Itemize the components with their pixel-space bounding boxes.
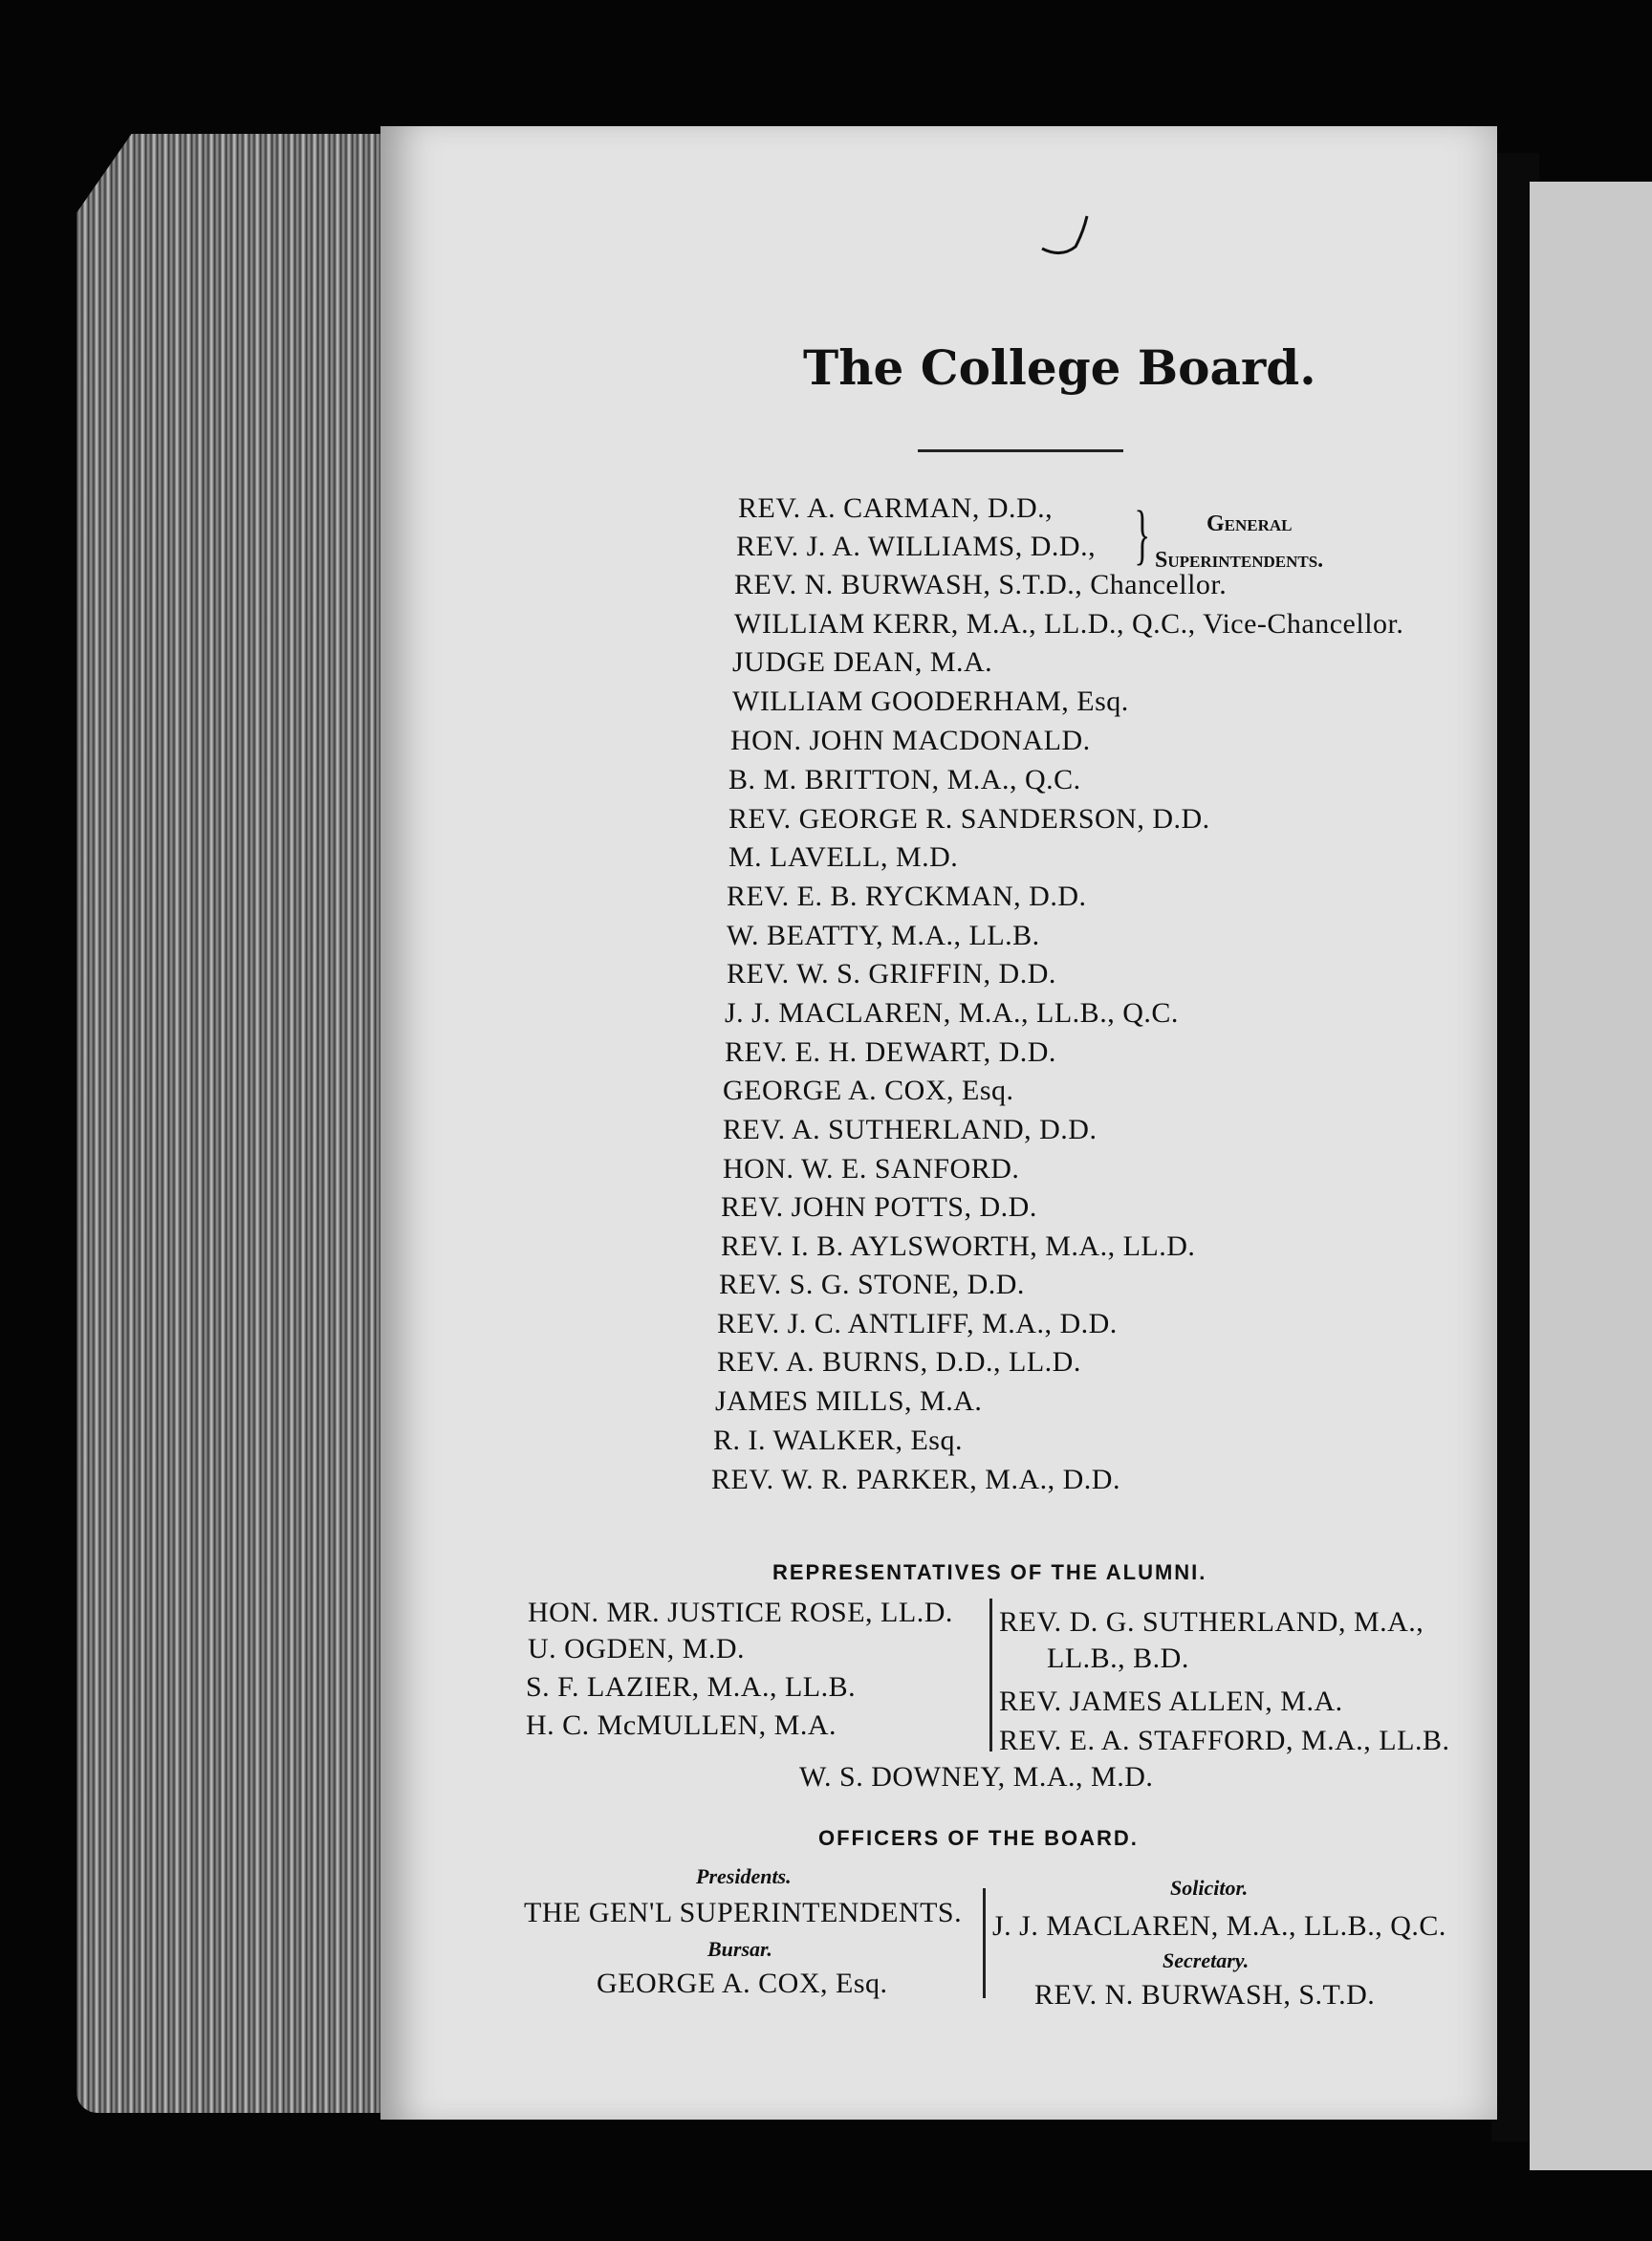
member-line: J. J. MACLAREN, M.A., LL.B., Q.C. <box>725 997 1179 1029</box>
brace-glyph: } <box>1134 498 1151 572</box>
member-line: REV. S. G. STONE, D.D. <box>719 1269 1025 1300</box>
alumni-right-line: LL.B., B.D. <box>1047 1643 1189 1674</box>
member-line: REV. J. C. ANTLIFF, M.A., D.D. <box>717 1308 1118 1339</box>
alumni-right-line: REV. E. A. STAFFORD, M.A., LL.B. <box>999 1725 1450 1756</box>
member-line: GEORGE A. COX, Esq. <box>723 1075 1014 1106</box>
title-divider <box>918 449 1123 452</box>
member-line: REV. J. A. WILLIAMS, D.D., <box>736 531 1097 562</box>
member-line: WILLIAM GOODERHAM, Esq. <box>732 685 1129 717</box>
member-line: REV. GEORGE R. SANDERSON, D.D. <box>728 803 1210 835</box>
presidents-label: Presidents. <box>696 1864 792 1888</box>
member-line: HON. W. E. SANFORD. <box>723 1153 1020 1185</box>
member-line: JUDGE DEAN, M.A. <box>732 646 993 678</box>
alumni-heading: REPRESENTATIVES OF THE ALUMNI. <box>772 1560 1207 1584</box>
member-line: REV. N. BURWASH, S.T.D., Chancellor. <box>734 569 1228 600</box>
general-label: General <box>1206 511 1293 536</box>
secretary-value: REV. N. BURWASH, S.T.D. <box>1034 1979 1376 2011</box>
solicitor-label: Solicitor. <box>1170 1876 1249 1900</box>
superintendents-label: Superintendents. <box>1155 548 1324 573</box>
book-page-edges <box>76 134 382 2113</box>
member-line: M. LAVELL, M.D. <box>728 841 959 873</box>
alumni-center-line: W. S. DOWNEY, M.A., M.D. <box>799 1761 1154 1793</box>
solicitor-value: J. J. MACLAREN, M.A., LL.B., Q.C. <box>992 1910 1446 1942</box>
facing-page-edge <box>1530 182 1652 2170</box>
alumni-left-line: HON. MR. JUSTICE ROSE, LL.D. <box>528 1597 953 1628</box>
member-line: WILLIAM KERR, M.A., LL.D., Q.C., Vice-Chancellor. <box>734 608 1404 640</box>
alumni-left-line: S. F. LAZIER, M.A., LL.B. <box>526 1671 857 1703</box>
member-line: REV. A. CARMAN, D.D., <box>738 492 1054 524</box>
alumni-left-line: H. C. McMULLEN, M.A. <box>526 1709 837 1741</box>
member-line: REV. E. H. DEWART, D.D. <box>725 1036 1056 1068</box>
member-line: REV. A. BURNS, D.D., LL.D. <box>717 1346 1081 1378</box>
secretary-label: Secretary. <box>1163 1948 1250 1972</box>
member-line: W. BEATTY, M.A., LL.B. <box>727 920 1040 951</box>
officers-column-divider <box>983 1888 986 1998</box>
bursar-label: Bursar. <box>707 1937 772 1961</box>
member-line: REV. E. B. RYCKMAN, D.D. <box>727 881 1087 912</box>
member-line: REV. A. SUTHERLAND, D.D. <box>723 1114 1098 1145</box>
member-line: HON. JOHN MACDONALD. <box>730 725 1091 756</box>
member-line: REV. W. S. GRIFFIN, D.D. <box>727 958 1056 990</box>
page-title: The College Board. <box>803 339 1316 396</box>
member-line: JAMES MILLS, M.A. <box>715 1385 983 1417</box>
pencil-check-mark <box>1037 208 1095 266</box>
alumni-right-line: REV. D. G. SUTHERLAND, M.A., <box>999 1606 1424 1638</box>
bursar-value: GEORGE A. COX, Esq. <box>597 1968 888 1999</box>
alumni-right-line: REV. JAMES ALLEN, M.A. <box>999 1686 1343 1717</box>
alumni-column-divider <box>989 1599 992 1751</box>
member-line: REV. I. B. AYLSWORTH, M.A., LL.D. <box>721 1230 1196 1262</box>
member-line: R. I. WALKER, Esq. <box>713 1425 963 1456</box>
alumni-left-line: U. OGDEN, M.D. <box>528 1633 745 1664</box>
officers-heading: OFFICERS OF THE BOARD. <box>818 1826 1139 1850</box>
member-line: REV. W. R. PARKER, M.A., D.D. <box>711 1464 1120 1495</box>
presidents-value: THE GEN'L SUPERINTENDENTS. <box>524 1897 963 1928</box>
member-line: REV. JOHN POTTS, D.D. <box>721 1191 1037 1223</box>
member-line: B. M. BRITTON, M.A., Q.C. <box>728 764 1081 795</box>
